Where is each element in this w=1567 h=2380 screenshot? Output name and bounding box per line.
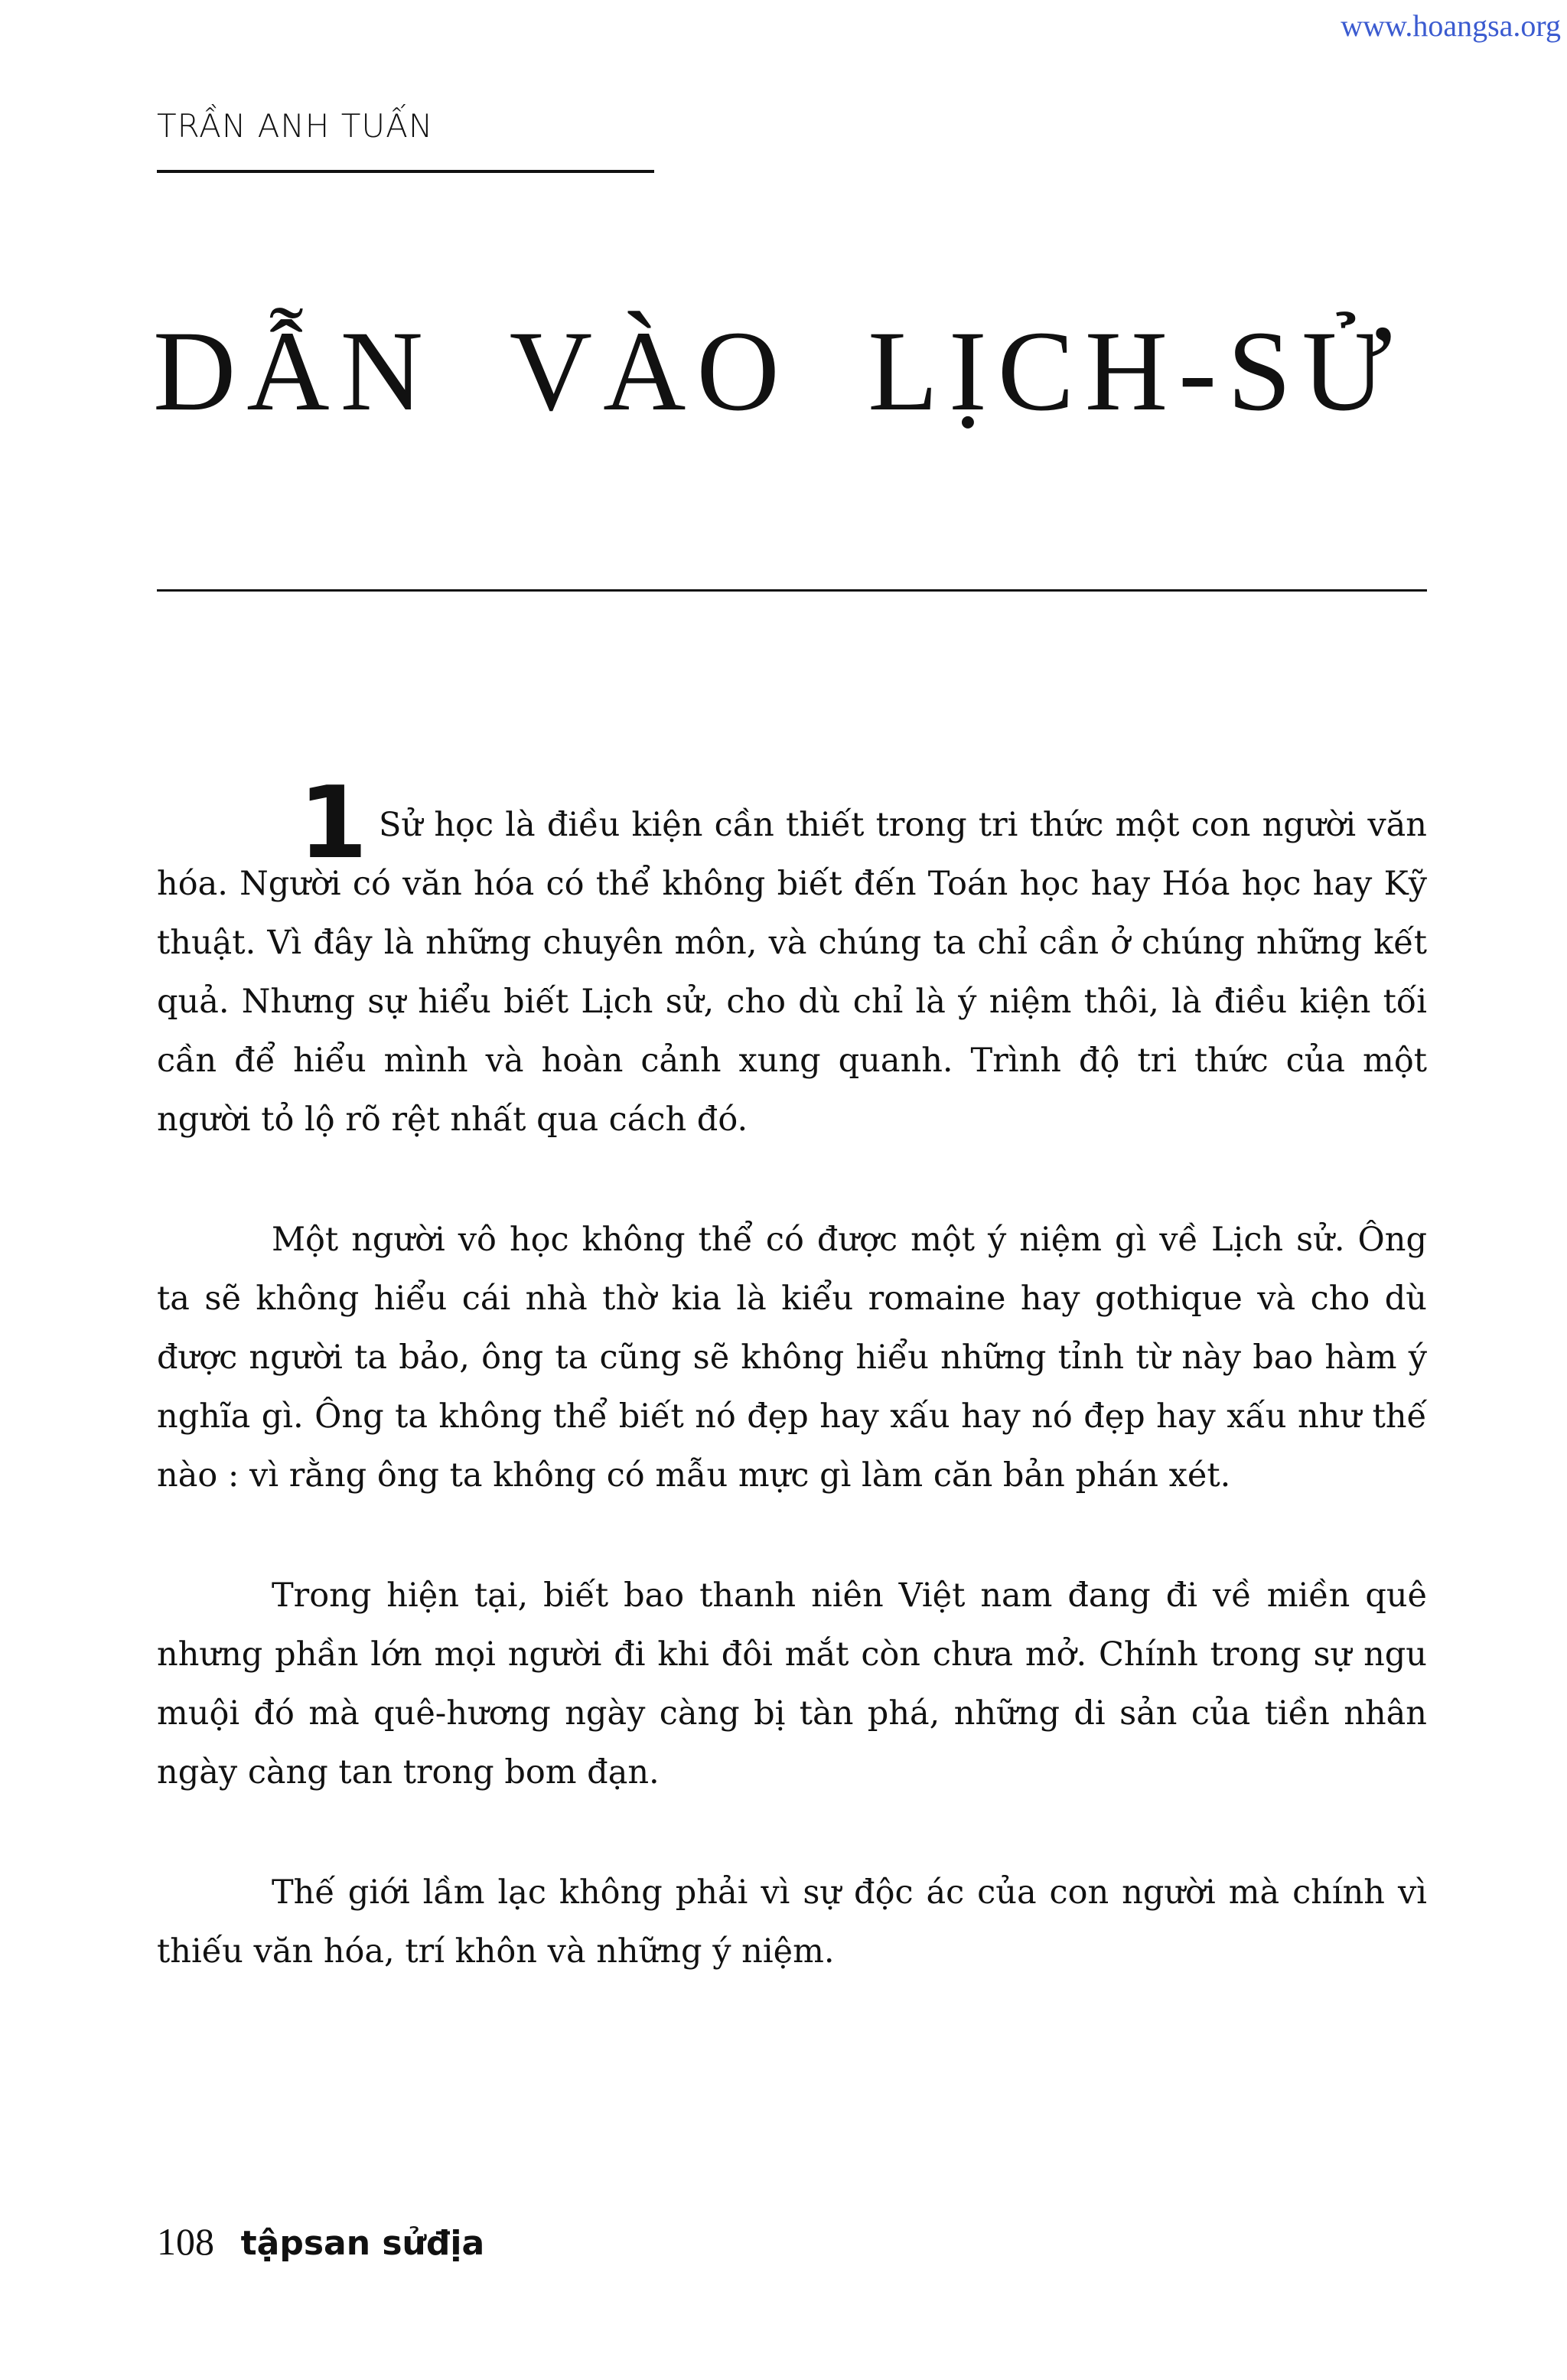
page-number: 108 [157, 2220, 214, 2263]
page-footer [157, 2219, 484, 2264]
title-divider [157, 589, 1427, 592]
paragraph-4: Thế giới lầm lạc không phải vì sự độc ác của con người mà chính vì thiếu văn hóa, trí khôn và những ý niệm. [157, 1873, 1427, 1971]
paragraph-1-text: Sử học là điều kiện cần thiết trong tri thức một con người văn hóa. Người có văn hóa có thể không biết đến Toán học hay Hóa học hay Kỹ thuật. Vì đây là những chuyên môn, và chúng ta chỉ cần ở chúng những kết quả. Nhưng sự hiểu biết Lịch sử, cho dù chỉ là ý niệm thôi, là điều kiện tối cần để hiểu mình và hoàn cảnh xung quanh. Trình độ tri thức của một người tỏ lộ rõ rệt nhất qua cách đó. [157, 806, 1427, 1139]
article-body [157, 765, 1427, 2043]
paragraph-2: Một người vô học không thể có được một ý niệm gì về Lịch sử. Ông ta sẽ không hiểu cái nhà thờ kia là kiểu romaine hay gothique và cho dù được người ta bảo, ông ta cũng sẽ không hiểu những tỉnh từ này bao hàm ý nghĩa gì. Ông ta không thể biết nó đẹp hay xấu hay nó đẹp hay xấu như thế nào : vì rằng ông ta không có mẫu mực gì làm căn bản phán xét. [157, 1221, 1427, 1495]
section-number: 1 [298, 765, 368, 881]
journal-name: tậpsan sửđịa [240, 2224, 485, 2263]
paragraph-3: Trong hiện tại, biết bao thanh niên Việt nam đang đi về miền quê nhưng phần lớn mọi người đi khi đôi mắt còn chưa mở. Chính trong sự ngu muội đó mà quê-hương ngày càng bị tàn phá, những di sản của tiền nhân ngày càng tan trong bom đạn. [157, 1576, 1427, 1792]
first-paragraph-block [157, 765, 1427, 1149]
watermark-url[interactable]: www.hoangsa.org [1341, 8, 1561, 43]
article-title: DẪN VÀO LỊCH-SỬ [153, 308, 1402, 435]
author-name: TRẦN ANH TUẤN [157, 107, 434, 145]
author-underline [157, 170, 654, 173]
